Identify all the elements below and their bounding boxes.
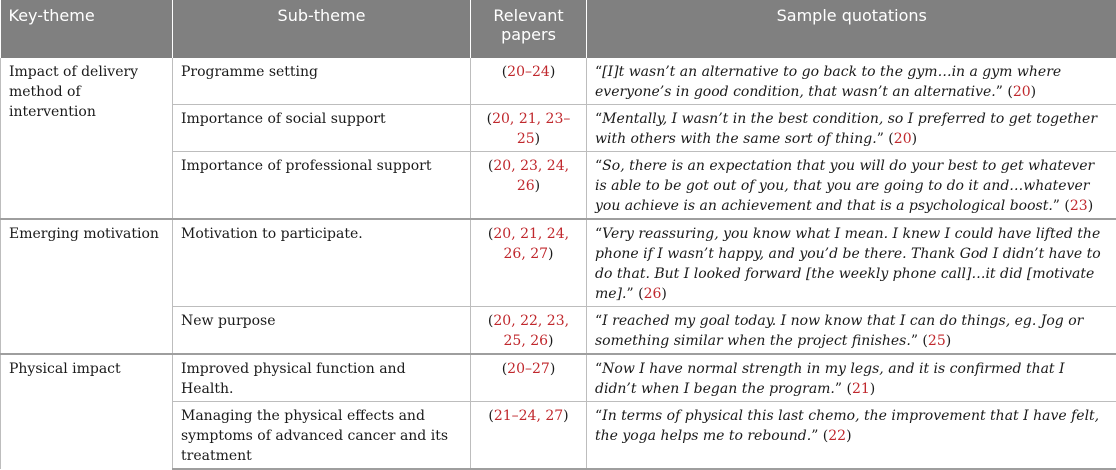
header-relevant-papers: Relevant papers [471,0,587,58]
header-sample-quotations: Sample quotations [587,0,1116,58]
close-quote: ” ( [996,84,1013,100]
open-quote: “ [595,158,602,174]
paren: ) [870,381,875,397]
sub-theme-cell: Improved physical function and Health. [173,354,471,402]
sub-theme-cell: Importance of professional support [173,152,471,220]
quotation-text: So, there is an expectation that you will do your best to get whatever is able to be got out of you, that you are going to do it and…whatever you achieve is an achievement and that is a psychological boost. [595,158,1094,214]
paren: ) [1031,84,1036,100]
quotation-text: Mentally, I wasn’t in the best condition, so I preferred to get together with others with the same sort of thing. [595,111,1097,147]
close-quote: ” ( [626,286,643,302]
sub-theme-cell: Importance of social support [173,105,471,152]
paren: ) [535,178,540,194]
paren: ( [488,158,493,174]
quotation-citation-link[interactable]: 20 [1013,84,1031,100]
close-quote: ” ( [911,333,928,349]
paren: ) [548,333,553,349]
paren: ) [946,333,951,349]
close-quote: ” ( [877,131,894,147]
quotation-citation-link[interactable]: 20 [894,131,912,147]
paren: ) [846,428,851,444]
close-quote: ” ( [811,428,828,444]
sample-quotation-cell [587,152,1116,220]
header-sub-theme: Sub-theme [173,0,471,58]
sample-quotation-cell [587,402,1116,470]
quotation-citation-link[interactable]: 22 [828,428,846,444]
relevant-papers-cell [471,402,587,470]
citation-link[interactable]: 21–24, 27 [494,408,563,424]
sub-theme-cell: Managing the physical effects and symptoms of advanced cancer and its treatment [173,402,471,470]
citation-link[interactable]: 20, 21, 23–25 [492,111,570,147]
paren: ) [548,246,553,262]
sample-quotation-cell [587,219,1116,307]
header-key-theme: Key-theme [1,0,173,58]
open-quote: “ [595,64,602,80]
citation-link[interactable]: 20, 23, 24, 26 [493,158,569,194]
table-row [1,354,1116,402]
paren: ( [488,408,493,424]
quotation-text: Very reassuring, you know what I mean. I knew I could have lifted the phone if I wasn’t happy, and you’d be there. Thank God I didn’t have to do that. But I looked forward [the weekly phone call]…it did [motivate me]. [595,226,1101,302]
sample-quotation-cell [587,58,1116,105]
paren: ) [661,286,666,302]
paren: ) [1088,198,1093,214]
quotation-text: I reached my goal today. I now know that I can do things, eg. Jog or something similar when the project finishes. [595,313,1083,349]
key-theme-cell: Impact of delivery method of intervention [1,58,173,219]
quotation-citation-link[interactable]: 23 [1070,198,1088,214]
paren: ) [550,361,555,377]
close-quote: ” ( [1053,198,1070,214]
sub-theme-cell: New purpose [173,307,471,355]
table-row [1,58,1116,105]
quotation-text: [I]t wasn’t an alternative to go back to the gym…in a gym where everyone’s in good condition, that wasn’t an alternative. [595,64,1061,100]
open-quote: “ [595,313,602,329]
sample-quotation-cell [587,307,1116,355]
relevant-papers-cell [471,58,587,105]
paren: ( [502,361,507,377]
quotation-citation-link[interactable]: 26 [644,286,662,302]
paren: ( [488,313,493,329]
table-row [1,219,1116,307]
paren: ( [487,111,492,127]
paren: ( [502,64,507,80]
relevant-papers-cell [471,307,587,355]
open-quote: “ [595,111,602,127]
citation-link[interactable]: 20–24 [507,64,550,80]
open-quote: “ [595,226,602,242]
table-header [1,0,1116,58]
open-quote: “ [595,361,602,377]
quotation-text: Now I have normal strength in my legs, and it is confirmed that I didn’t when I began the program. [595,361,1065,397]
paren: ( [488,226,493,242]
close-quote: ” ( [835,381,852,397]
sample-quotation-cell [587,354,1116,402]
quotation-text: In terms of physical this last chemo, the improvement that I have felt, the yoga helps me to rebound. [595,408,1099,444]
sub-theme-cell: Motivation to participate. [173,219,471,307]
quotation-citation-link[interactable]: 25 [928,333,946,349]
table-body [1,58,1116,469]
relevant-papers-cell [471,105,587,152]
citation-link[interactable]: 20–27 [507,361,550,377]
paren: ) [563,408,568,424]
paren: ) [550,64,555,80]
relevant-papers-cell [471,152,587,220]
header-row [1,0,1116,58]
sub-theme-cell: Programme setting [173,58,471,105]
citation-link[interactable]: 20, 21, 24, 26, 27 [493,226,569,262]
key-theme-cell: Physical impact [1,354,173,469]
quotation-citation-link[interactable]: 21 [852,381,870,397]
open-quote: “ [595,408,602,424]
relevant-papers-cell [471,354,587,402]
citation-link[interactable]: 20, 22, 23, 25, 26 [493,313,569,349]
sample-quotation-cell [587,105,1116,152]
paren: ) [535,131,540,147]
key-theme-cell: Emerging motivation [1,219,173,354]
relevant-papers-cell [471,219,587,307]
paren: ) [912,131,917,147]
